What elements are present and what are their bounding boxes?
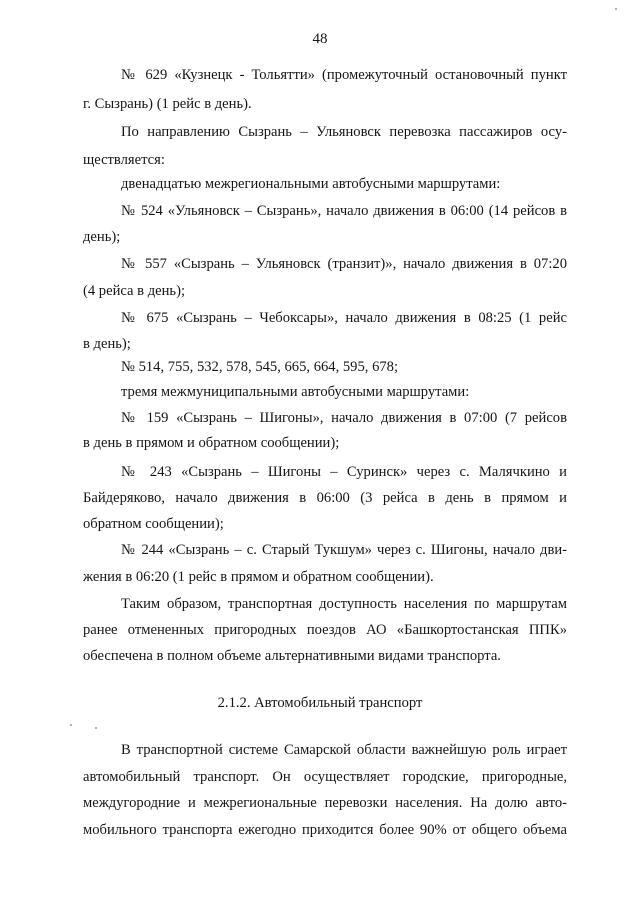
text-line: (4 рейса в день); bbox=[83, 283, 185, 299]
text-line: обратном сообщении); bbox=[83, 516, 224, 532]
scan-speck bbox=[95, 727, 97, 729]
scan-speck bbox=[615, 8, 617, 10]
text-line: мобильного транспорта ежегодно приходится более 90% от общего объема bbox=[83, 822, 567, 838]
text-line: № 243 «Сызрань – Шигоны – Суринск» через с. Малячкино и bbox=[121, 464, 567, 480]
text-line: междугородние и межрегиональные перевозки населения. На долю авто- bbox=[83, 795, 567, 811]
text-line: Таким образом, транспортная доступность населения по маршрутам bbox=[121, 596, 567, 612]
text-line: жения в 06:20 (1 рейс в прямом и обратном сообщении). bbox=[83, 569, 434, 585]
page-number: 48 bbox=[312, 31, 328, 47]
text-line: автомобильный транспорт. Он осуществляет городские, пригородные, bbox=[83, 769, 567, 785]
text-line: № 524 «Ульяновск – Сызрань», начало движения в 06:00 (14 рейсов в bbox=[121, 203, 567, 219]
text-line: № 159 «Сызрань – Шигоны», начало движения в 07:00 (7 рейсов bbox=[121, 410, 567, 426]
text-line: № 675 «Сызрань – Чебоксары», начало движения в 08:25 (1 рейс bbox=[121, 310, 567, 326]
text-line: По направлению Сызрань – Ульяновск перевозка пассажиров осу- bbox=[121, 124, 567, 140]
text-line: № 629 «Кузнецк - Тольятти» (промежуточный остановочный пункт bbox=[121, 67, 567, 83]
text-line: день); bbox=[83, 229, 121, 245]
text-line: в день); bbox=[83, 336, 131, 352]
text-line: обеспечена в полном объеме альтернативными видами транспорта. bbox=[83, 648, 501, 664]
text-line: ранее отмененных пригородных поездов АО «Башкортостанская ППК» bbox=[83, 622, 567, 638]
text-line: Байдеряково, начало движения в 06:00 (3 рейса в день в прямом и bbox=[83, 490, 567, 506]
section-heading: 2.1.2. Автомобильный транспорт bbox=[217, 695, 423, 711]
text-line: в день в прямом и обратном сообщении); bbox=[83, 435, 340, 451]
text-line: № 557 «Сызрань – Ульяновск (транзит)», начало движения в 07:20 bbox=[121, 256, 567, 272]
text-line: двенадцатью межрегиональными автобусными маршрутами: bbox=[121, 176, 501, 192]
text-line: тремя межмуниципальными автобусными маршрутами: bbox=[121, 384, 470, 400]
text-line: № 244 «Сызрань – с. Старый Тукшум» через с. Шигоны, начало дви- bbox=[121, 542, 567, 558]
text-line: ществляется: bbox=[83, 152, 165, 168]
text-line: г. Сызрань) (1 рейс в день). bbox=[83, 96, 252, 112]
text-line: В транспортной системе Самарской области важнейшую роль играет bbox=[121, 742, 567, 758]
text-line: № 514, 755, 532, 578, 545, 665, 664, 595, 678; bbox=[121, 359, 399, 375]
scan-speck bbox=[70, 724, 72, 726]
